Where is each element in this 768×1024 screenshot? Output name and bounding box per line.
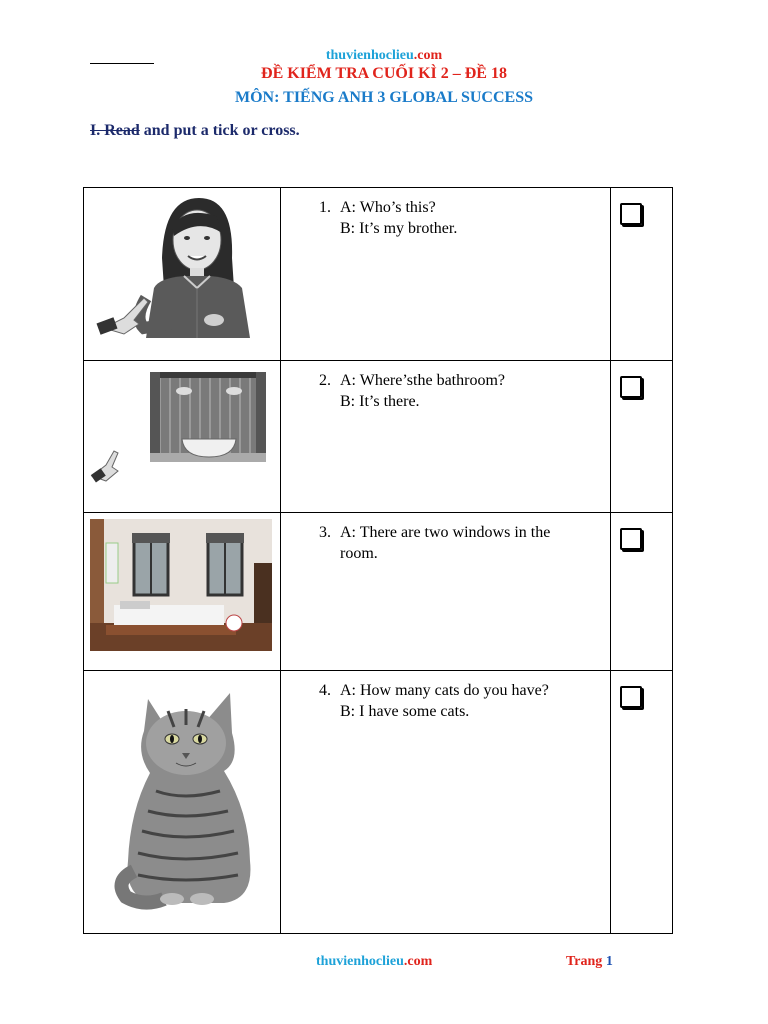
page-number: 1 (605, 954, 613, 969)
exam-title: ĐỀ KIỂM TRA CUỐI KÌ 2 – ĐỀ 18 (261, 65, 507, 82)
image-cell (84, 671, 281, 934)
table-row (84, 671, 673, 934)
image-cell (84, 188, 281, 361)
question-cell (281, 361, 611, 513)
cat-image (84, 671, 280, 933)
exercise-table (83, 187, 673, 934)
girl-pointing-image (84, 188, 280, 360)
question-4 (281, 671, 610, 722)
site-name-part2: .com (403, 954, 433, 969)
site-name-part1: thuvienhoclieu (325, 48, 414, 63)
site-name-part2: .com (413, 48, 443, 63)
question-line: A: Who’s this? (340, 199, 436, 216)
question-line: B: It’s my brother. (340, 220, 458, 237)
page-indicator (566, 954, 613, 970)
instruction-struck: I. Read (90, 122, 140, 139)
instruction-rest: and put a tick or cross. (139, 122, 300, 139)
question-1 (281, 188, 610, 239)
table-row (84, 361, 673, 513)
question-number: 4. (319, 682, 331, 699)
question-cell (281, 188, 611, 361)
exam-subtitle: MÔN: TIẾNG ANH 3 GLOBAL SUCCESS (235, 89, 533, 106)
question-line: A: There are two windows in the (340, 524, 551, 541)
answer-checkbox[interactable] (620, 686, 642, 708)
table-row (84, 188, 673, 361)
question-number: 1. (319, 199, 331, 216)
header-site-name[interactable] (0, 48, 768, 64)
image-cell (84, 513, 281, 671)
table-row (84, 513, 673, 671)
question-line: B: It’s there. (340, 393, 420, 410)
page-label: Trang (566, 954, 603, 969)
question-number: 3. (319, 524, 331, 541)
question-line: B: I have some cats. (340, 703, 470, 720)
question-line: room. (340, 545, 378, 562)
bedroom-image (84, 513, 280, 670)
question-3 (281, 513, 610, 564)
question-line: A: Where’sthe bathroom? (340, 372, 505, 389)
bathroom-image (84, 361, 280, 512)
answer-checkbox[interactable] (620, 528, 642, 550)
question-cell (281, 671, 611, 934)
answer-checkbox[interactable] (620, 376, 642, 398)
answer-cell (611, 361, 673, 513)
section-instruction (90, 122, 300, 140)
answer-cell (611, 188, 673, 361)
answer-checkbox[interactable] (620, 203, 642, 225)
image-cell (84, 361, 281, 513)
answer-cell (611, 671, 673, 934)
question-line: A: How many cats do you have? (340, 682, 549, 699)
answer-cell (611, 513, 673, 671)
footer-site-name[interactable] (316, 954, 432, 970)
question-cell (281, 513, 611, 671)
question-2 (281, 361, 610, 412)
question-number: 2. (319, 372, 331, 389)
site-name-part1: thuvienhoclieu (316, 954, 404, 969)
